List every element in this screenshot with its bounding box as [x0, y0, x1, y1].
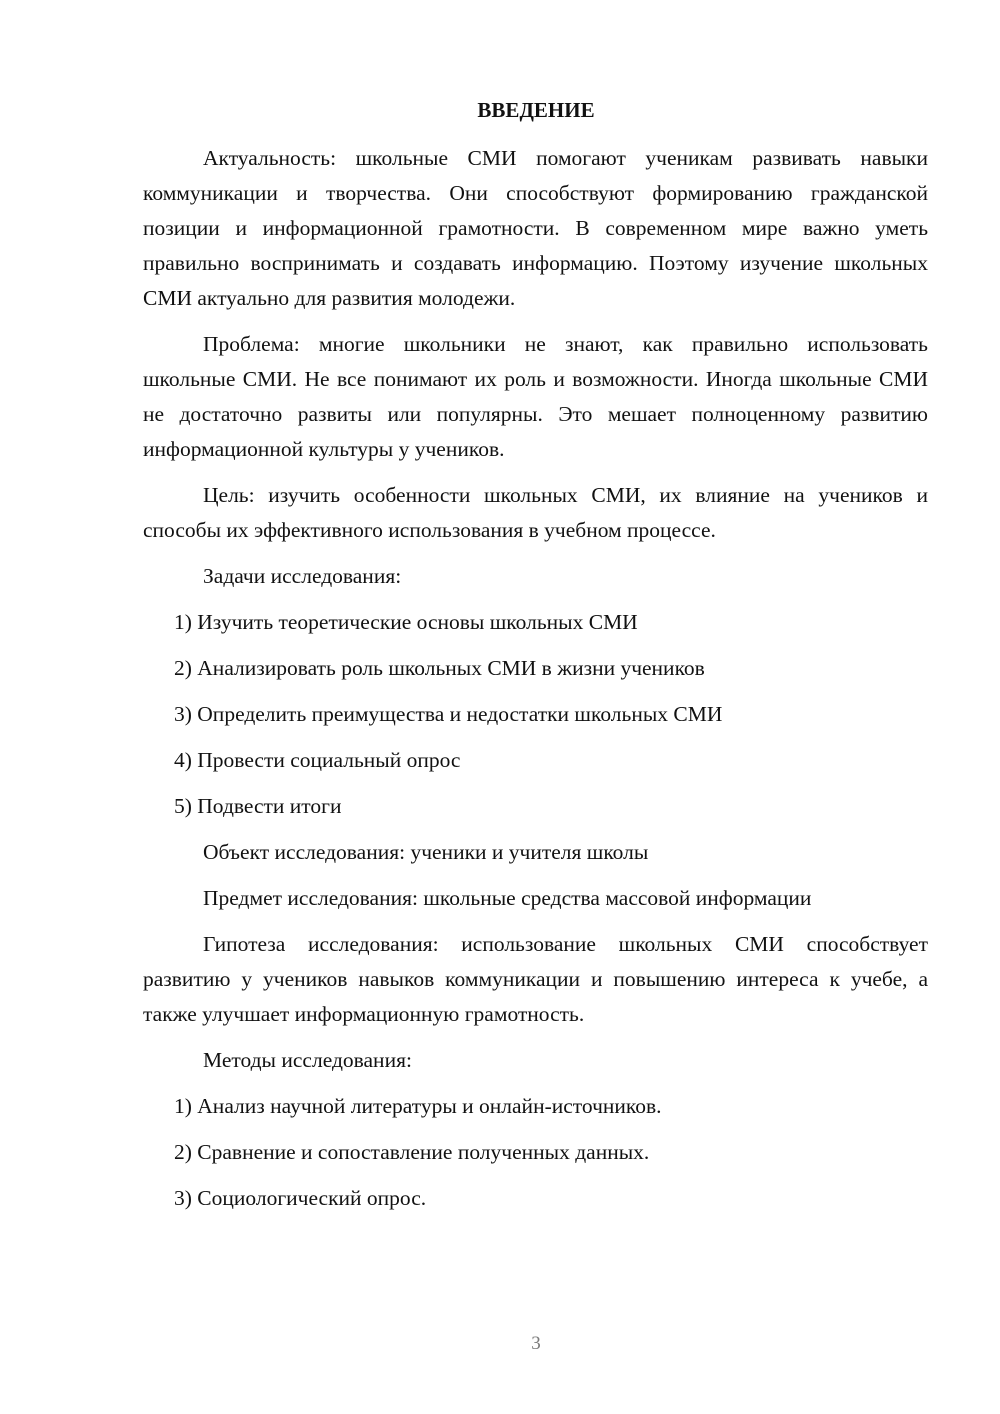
section-heading: ВВЕДЕНИЕ — [477, 98, 595, 122]
method-item: 3) Социологический опрос. — [174, 1186, 427, 1210]
methods-label: Методы исследования: — [203, 1048, 412, 1072]
tasks-label: Задачи исследования: — [203, 564, 402, 588]
task-item: 3) Определить преимущества и недостатки школьных СМИ — [174, 702, 723, 726]
relevance-paragraph: Актуальность: школьные СМИ помогают ученикам развивать навыки коммуникации и творчества. Они способствуют формированию гражданской позиции и информационной грамотности. В современном мире важно уметь правильно воспринимать и создавать информацию. Поэтому изучение школьных СМИ актуально для развития молодежи. — [143, 146, 928, 310]
problem-paragraph: Проблема: многие школьники не знают, как правильно использовать школьные СМИ. Не все понимают их роль и возможности. Иногда школьные СМИ не достаточно развиты или популярны. Это мешает полноценному развитию информационной культуры у учеников. — [143, 332, 928, 461]
goal-paragraph: Цель: изучить особенности школьных СМИ, их влияние на учеников и способы их эффективного использования в учебном процессе. — [143, 483, 928, 542]
page-number: 3 — [531, 1333, 541, 1354]
document-body — [143, 141, 928, 1227]
hypothesis-paragraph: Гипотеза исследования: использование школьных СМИ способствует развитию у учеников навыков коммуникации и повышению интереса к учебе, а также улучшает информационную грамотность. — [143, 932, 928, 1026]
task-item: 5) Подвести итоги — [174, 794, 342, 818]
task-item: 1) Изучить теоретические основы школьных СМИ — [174, 610, 638, 634]
task-item: 4) Провести социальный опрос — [174, 748, 461, 772]
object-line: Объект исследования: ученики и учителя школы — [203, 840, 649, 864]
subject-line: Предмет исследования: школьные средства массовой информации — [203, 886, 812, 910]
method-item: 2) Сравнение и сопоставление полученных данных. — [174, 1140, 650, 1164]
method-item: 1) Анализ научной литературы и онлайн-источников. — [174, 1094, 662, 1118]
task-item: 2) Анализировать роль школьных СМИ в жизни учеников — [174, 656, 705, 680]
